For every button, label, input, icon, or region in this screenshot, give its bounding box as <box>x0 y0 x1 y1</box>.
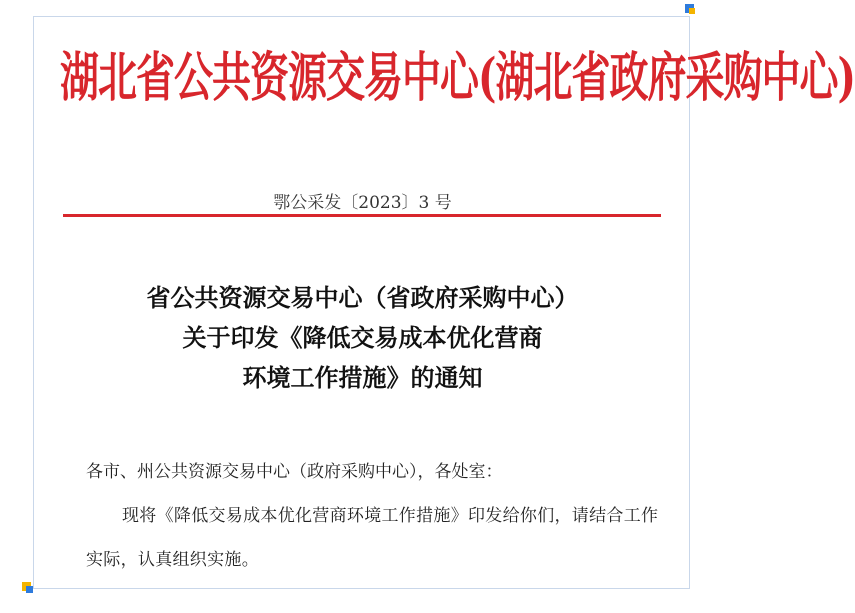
notice-body <box>86 450 666 582</box>
notice-title-line-2: 关于印发《降低交易成本优化营商 <box>182 324 543 352</box>
corner-decoration-top-right <box>685 4 699 18</box>
notice-title-line-1: 省公共资源交易中心（省政府采购中心） <box>146 284 579 312</box>
corner-decoration-bottom-left <box>22 582 36 596</box>
document-number: 鄂公采发〔2023〕3 号 <box>273 193 452 213</box>
corner-square-blue <box>26 586 33 593</box>
notice-title <box>0 278 725 398</box>
body-paragraph: 现将《降低交易成本优化营商环境工作措施》印发给你们，请结合工作实际，认真组织实施。 <box>86 506 659 570</box>
corner-square-yellow <box>689 8 695 14</box>
red-divider-line <box>63 214 661 217</box>
addressee-line: 各市、州公共资源交易中心（政府采购中心），各处室： <box>86 462 503 482</box>
notice-title-line-3: 环境工作措施》的通知 <box>242 364 483 392</box>
document-header-title: 湖北省公共资源交易中心(湖北省政府采购中心) <box>60 46 855 109</box>
